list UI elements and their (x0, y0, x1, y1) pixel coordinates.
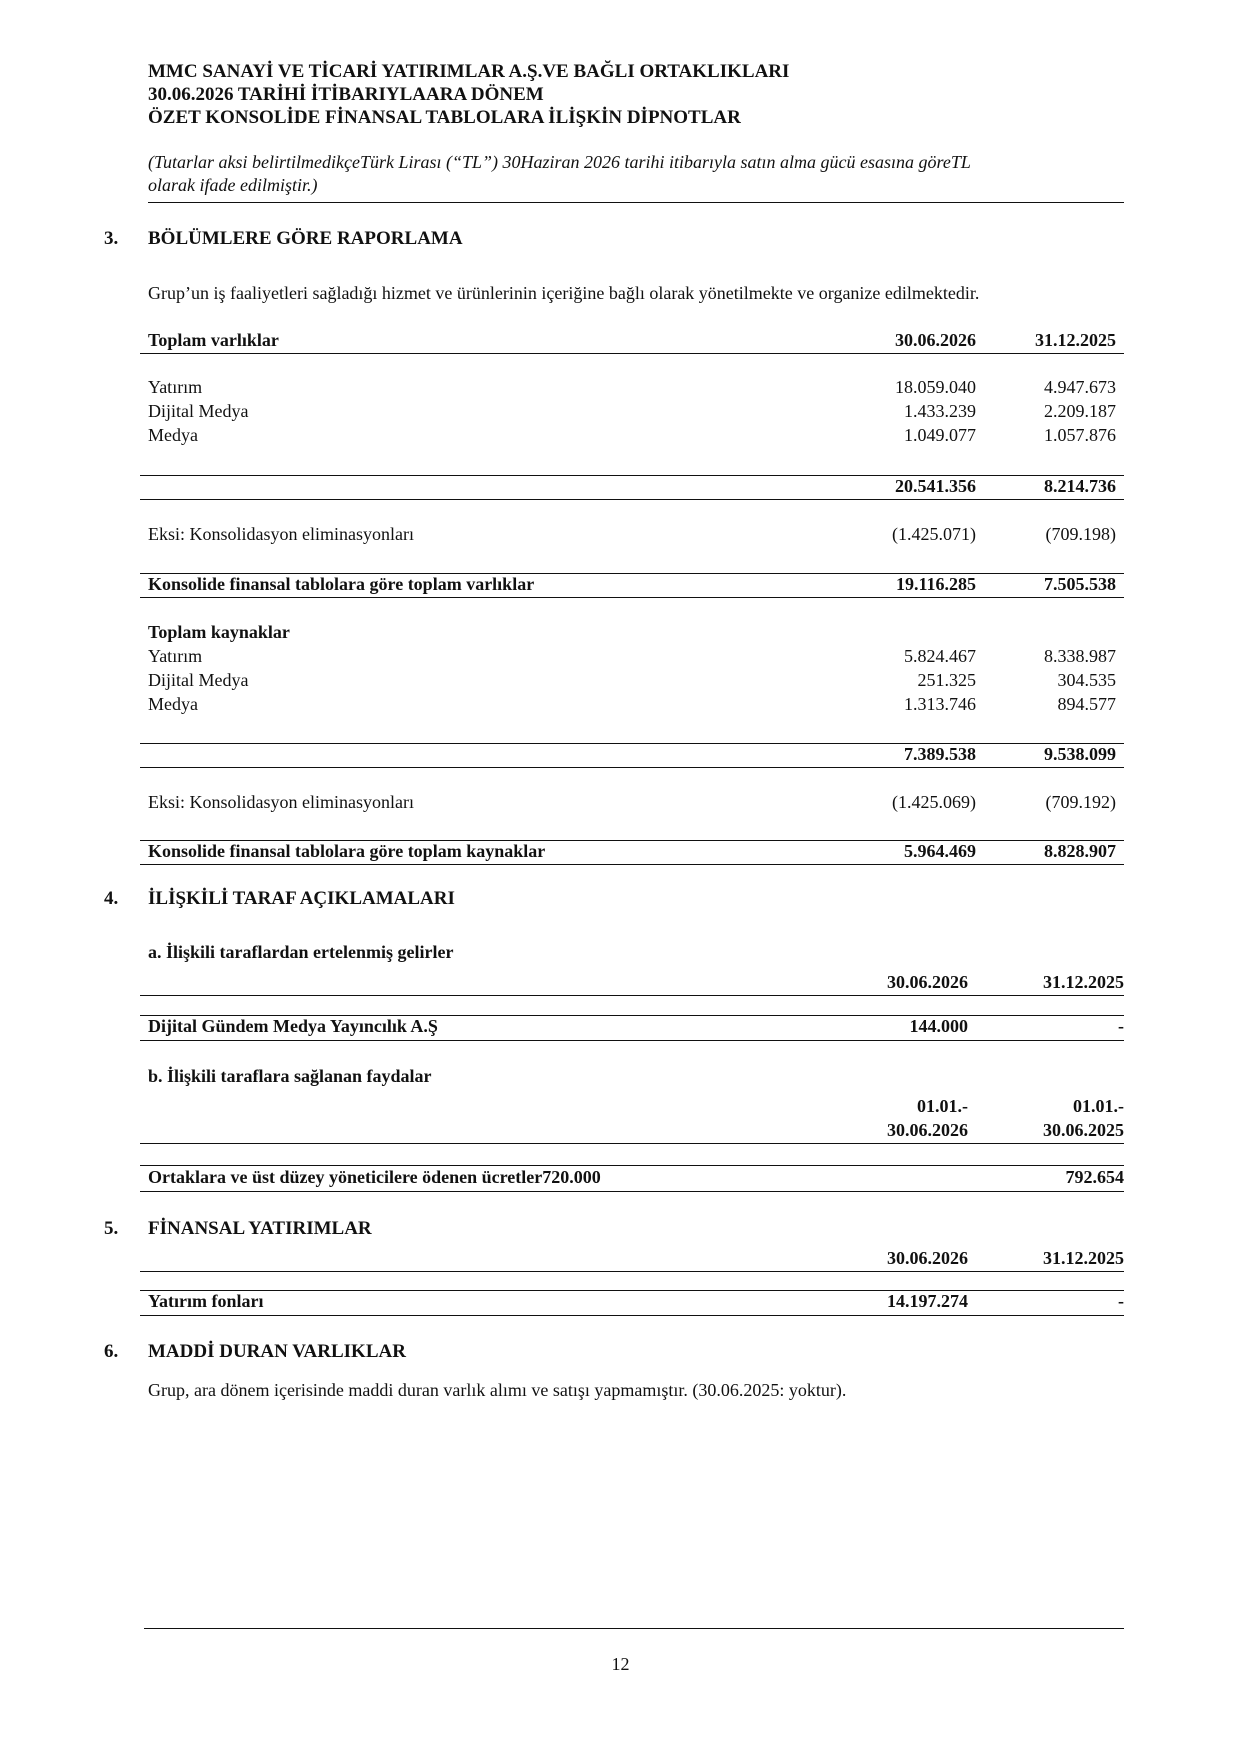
table-row (148, 646, 1124, 670)
section-5-number: 5. (104, 1218, 119, 1239)
row-value-2025: 8.338.987 (1044, 646, 1116, 666)
total-2025: 7.505.538 (1044, 574, 1116, 594)
subsection-b-header-row-2 (148, 1120, 1124, 1144)
section-3-intro: Grup’un iş faaliyetleri sağladığı hizmet ve ürünlerinin içeriğine bağlı olarak yönetilmekte ve organize edilmektedir. (148, 283, 980, 303)
section-6-number: 6. (104, 1341, 119, 1362)
row-value-2026: 14.197.274 (887, 1291, 968, 1311)
currency-note-line1: (Tutarlar aksi belirtilmedikçeTürk Lirası (“TL”) 30Haziran 2026 tarihi itibarıyla satın alma gücü esasına göreTL (148, 152, 971, 172)
row-value-2026: 1.433.239 (904, 401, 976, 421)
col-header-2025: 30.06.2025 (1043, 1120, 1124, 1140)
section-3-title: BÖLÜMLERE GÖRE RAPORLAMA (148, 228, 463, 249)
row-label: Konsolide finansal tablolara göre toplam varlıklar (148, 574, 535, 594)
row-value-2026: (1.425.069) (892, 792, 976, 812)
total-2025: 8.828.907 (1044, 841, 1116, 861)
section-5-header-row (148, 1248, 1124, 1272)
header-rule (148, 202, 1124, 203)
row-label: Konsolide finansal tablolara göre toplam kaynaklar (148, 841, 546, 861)
section-5-header-rule (140, 1271, 1124, 1272)
row-value-2025: - (1118, 1016, 1124, 1036)
assets-subtotal-rule-bottom (140, 499, 1124, 500)
subsection-b-row-rule-top (140, 1165, 1124, 1166)
subtotal-2026: 20.541.356 (895, 476, 976, 496)
document-title: ÖZET KONSOLİDE FİNANSAL TABLOLARA İLİŞKİN DİPNOTLAR (148, 107, 741, 128)
row-label: Dijital Medya (148, 670, 249, 690)
period-title: 30.06.2026 TARİHİ İTİBARIYLAARA DÖNEM (148, 84, 544, 105)
row-value-2026: 5.824.467 (904, 646, 976, 666)
row-label: Eksi: Konsolidasyon eliminasyonları (148, 524, 414, 544)
row-label: Yatırım fonları (148, 1291, 264, 1311)
col-header-2026: 30.06.2026 (895, 330, 976, 350)
row-value-2026: 144.000 (909, 1016, 968, 1036)
row-label: Eksi: Konsolidasyon eliminasyonları (148, 792, 414, 812)
liabilities-heading-row (148, 622, 1124, 646)
row-label: Ortaklara ve üst düzey yöneticilere ödenen ücretler720.000 (148, 1167, 601, 1187)
table-row (148, 425, 1124, 449)
row-label: Yatırım (148, 646, 203, 666)
subsection-b-title: b. İlişkili taraflara sağlanan faydalar (148, 1066, 432, 1086)
row-value-2025: - (1118, 1291, 1124, 1311)
row-label: Dijital Medya (148, 401, 249, 421)
assets-total-rule-bottom (140, 597, 1124, 598)
benefits-row (148, 1167, 1124, 1191)
table-row (148, 377, 1124, 401)
liabilities-subtotal-rule-bottom (140, 767, 1124, 768)
row-label: Medya (148, 425, 198, 445)
subsection-a-title: a. İlişkili taraflardan ertelenmiş gelirler (148, 942, 454, 962)
row-value-2025: (709.198) (1045, 524, 1116, 544)
row-value-2025: 792.654 (1065, 1167, 1124, 1187)
row-value-2025: 1.057.876 (1044, 425, 1116, 445)
row-value-2025: 4.947.673 (1044, 377, 1116, 397)
total-2026: 19.116.285 (895, 574, 976, 594)
row-value-2026: 1.313.746 (904, 694, 976, 714)
row-label: Yatırım (148, 377, 203, 397)
liabilities-heading: Toplam kaynaklar (148, 622, 290, 642)
row-value-2025: 304.535 (1057, 670, 1116, 690)
section-4-number: 4. (104, 888, 119, 909)
subsection-b-row-rule-bottom (140, 1191, 1124, 1192)
assets-elimination-row (148, 524, 1124, 548)
col-header-2025: 31.12.2025 (1035, 330, 1116, 350)
row-label: Medya (148, 694, 198, 714)
assets-header-rule (140, 353, 1124, 354)
currency-note-line2: olarak ifade edilmiştir.) (148, 175, 318, 195)
section-6-title: MADDİ DURAN VARLIKLAR (148, 1341, 406, 1362)
subtotal-2025: 8.214.736 (1044, 476, 1116, 496)
section-5-title: FİNANSAL YATIRIMLAR (148, 1218, 372, 1239)
col-header-period-start: 01.01.- (1073, 1096, 1124, 1116)
subsection-b-header-row-1 (148, 1096, 1124, 1120)
assets-heading: Toplam varlıklar (148, 330, 279, 350)
col-header-2025: 31.12.2025 (1043, 972, 1124, 992)
related-party-row (148, 1016, 1124, 1040)
col-header-period-start: 01.01.- (917, 1096, 968, 1116)
col-header-2025: 31.12.2025 (1043, 1248, 1124, 1268)
row-value-2026: 251.325 (917, 670, 976, 690)
total-2026: 5.964.469 (904, 841, 976, 861)
table-row (148, 694, 1124, 718)
assets-subtotal-row (148, 476, 1124, 500)
row-value-2025: 2.209.187 (1044, 401, 1116, 421)
col-header-2026: 30.06.2026 (887, 1120, 968, 1140)
subsection-b-header-rule (140, 1143, 1124, 1144)
liabilities-total-rule-bottom (140, 864, 1124, 865)
investment-funds-row (148, 1291, 1124, 1315)
subsection-a-row-rule-bottom (140, 1040, 1124, 1041)
subtotal-2026: 7.389.538 (904, 744, 976, 764)
row-value-2026: 1.049.077 (904, 425, 976, 445)
row-label: Dijital Gündem Medya Yayıncılık A.Ş (148, 1016, 438, 1036)
liabilities-subtotal-row (148, 744, 1124, 768)
subtotal-2025: 9.538.099 (1044, 744, 1116, 764)
assets-total-row (148, 574, 1124, 598)
company-title: MMC SANAYİ VE TİCARİ YATIRIMLAR A.Ş.VE BAĞLI ORTAKLIKLARI (148, 61, 790, 82)
col-header-2026: 30.06.2026 (887, 972, 968, 992)
footer-rule (144, 1628, 1124, 1629)
row-value-2026: 18.059.040 (895, 377, 976, 397)
section-3-number: 3. (104, 228, 119, 249)
section-4-title: İLİŞKİLİ TARAF AÇIKLAMALARI (148, 888, 455, 909)
liabilities-elimination-row (148, 792, 1124, 816)
col-header-2026: 30.06.2026 (887, 1248, 968, 1268)
row-value-2025: 894.577 (1057, 694, 1116, 714)
section-6-text: Grup, ara dönem içerisinde maddi duran varlık alımı ve satışı yapmamıştır. (30.06.2025: yoktur). (148, 1380, 847, 1400)
assets-header-row (148, 330, 1124, 354)
subsection-a-header-rule (140, 995, 1124, 996)
table-row (148, 401, 1124, 425)
row-value-2026: (1.425.071) (892, 524, 976, 544)
section-5-row-rule-bottom (140, 1315, 1124, 1316)
subsection-a-header-row (148, 972, 1124, 996)
row-value-2025: (709.192) (1045, 792, 1116, 812)
table-row (148, 670, 1124, 694)
page-number: 12 (611, 1654, 630, 1674)
liabilities-total-row (148, 841, 1124, 865)
